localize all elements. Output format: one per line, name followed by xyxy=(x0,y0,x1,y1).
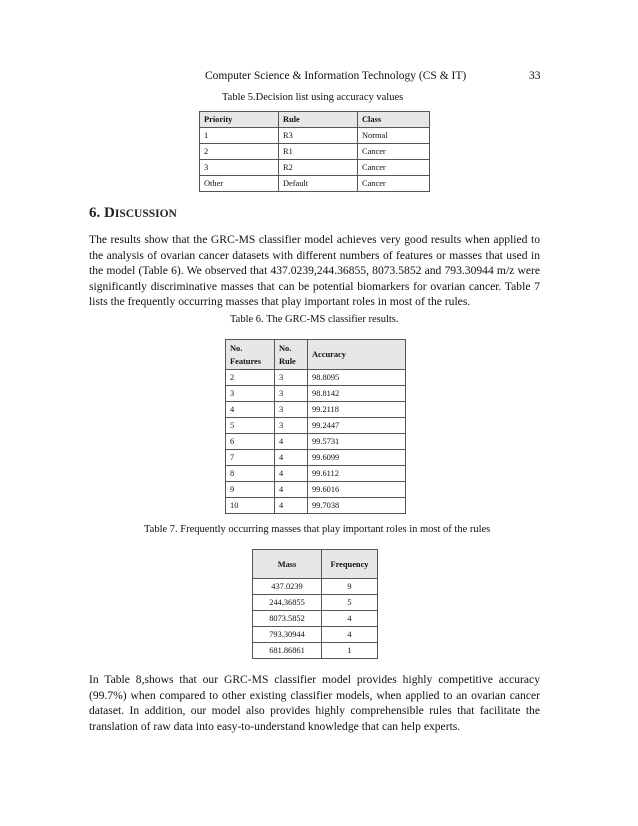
table7-cell: 5 xyxy=(322,595,378,611)
table5-cell: 3 xyxy=(200,160,279,176)
table7-cell: 681.86861 xyxy=(253,643,322,659)
table5-cell: Default xyxy=(279,176,358,192)
table7-cell: 8073.5852 xyxy=(253,611,322,627)
table5-cell: Cancer xyxy=(358,160,430,176)
table6-cell: 99.5731 xyxy=(308,434,406,450)
table7-caption: Table 7. Frequently occurring masses that play important roles in most of the rules xyxy=(144,524,491,535)
table6-header-rule-line2: Rule xyxy=(279,356,296,366)
table-row xyxy=(226,418,406,434)
table-row xyxy=(200,176,430,192)
table6-header-accuracy: Accuracy xyxy=(308,340,406,370)
table6 xyxy=(225,339,406,514)
table6-cell: 9 xyxy=(226,482,275,498)
table6-caption: Table 6. The GRC-MS classifier results. xyxy=(230,314,399,325)
table6-cell: 3 xyxy=(275,386,308,402)
table-row xyxy=(253,627,378,643)
section-heading-number: 6. D xyxy=(89,205,115,221)
table-row xyxy=(253,579,378,595)
table6-cell: 98.8142 xyxy=(308,386,406,402)
table7-cell: 1 xyxy=(322,643,378,659)
table6-cell: 4 xyxy=(275,466,308,482)
table6-cell: 4 xyxy=(275,450,308,466)
table6-cell: 99.6112 xyxy=(308,466,406,482)
page-number: 33 xyxy=(529,70,541,82)
section-heading-title: ISCUSSION xyxy=(114,208,177,220)
table6-cell: 10 xyxy=(226,498,275,514)
table7-cell: 4 xyxy=(322,611,378,627)
table6-header-row xyxy=(226,340,406,370)
table6-cell: 3 xyxy=(226,386,275,402)
table5-cell: R1 xyxy=(279,144,358,160)
table6-cell: 99.2118 xyxy=(308,402,406,418)
table5-cell: Normal xyxy=(358,128,430,144)
running-header-title: Computer Science & Information Technology (CS & IT) xyxy=(205,70,467,82)
table6-cell: 3 xyxy=(275,370,308,386)
table-row xyxy=(200,160,430,176)
table6-cell: 98.8095 xyxy=(308,370,406,386)
section-heading xyxy=(89,205,177,222)
table7-header-frequency: Frequency xyxy=(322,550,378,579)
table-row xyxy=(226,450,406,466)
table5-header-priority: Priority xyxy=(200,112,279,128)
table5 xyxy=(199,111,430,192)
table7-cell: 244.36855 xyxy=(253,595,322,611)
table5-cell: Cancer xyxy=(358,144,430,160)
table-row xyxy=(226,434,406,450)
table6-cell: 4 xyxy=(275,434,308,450)
table7-cell: 793.30944 xyxy=(253,627,322,643)
table6-header-rule xyxy=(275,340,308,370)
table-row xyxy=(226,482,406,498)
table6-cell: 5 xyxy=(226,418,275,434)
table5-header-class: Class xyxy=(358,112,430,128)
table5-cell: Other xyxy=(200,176,279,192)
table-row xyxy=(226,466,406,482)
table6-cell: 99.7038 xyxy=(308,498,406,514)
table5-header-row xyxy=(200,112,430,128)
table6-cell: 4 xyxy=(275,482,308,498)
table6-header-features-line2: Features xyxy=(230,356,262,366)
table5-cell: R3 xyxy=(279,128,358,144)
table5-cell: 2 xyxy=(200,144,279,160)
table-row xyxy=(200,144,430,160)
table5-cell: Cancer xyxy=(358,176,430,192)
table7-header-row xyxy=(253,550,378,579)
body-paragraph-1: The results show that the GRC-MS classifier model achieves very good results when applied to the analysis of ovarian cancer datasets with different numbers of features or masses that used in the model (Table 6). We observed that 437.0239,244.36855, 8073.5852 and 793.30944 m/z were significantly discriminative masses that can be potential biomarkers for ovarian cancer. Table 7 lists the frequently occurring masses that play important roles in most of the rules. xyxy=(89,233,540,309)
table6-cell: 7 xyxy=(226,450,275,466)
table6-cell: 3 xyxy=(275,402,308,418)
table6-cell: 4 xyxy=(226,402,275,418)
table6-cell: 2 xyxy=(226,370,275,386)
table6-cell: 99.6099 xyxy=(308,450,406,466)
table-row xyxy=(253,595,378,611)
table7-cell: 437.0239 xyxy=(253,579,322,595)
table5-header-rule: Rule xyxy=(279,112,358,128)
table6-cell: 99.2447 xyxy=(308,418,406,434)
table6-header-features xyxy=(226,340,275,370)
body-paragraph-2: In Table 8,shows that our GRC-MS classifier model provides highly competitive accuracy (99.7%) when compared to other existing classifier models, when applied to an ovarian cancer dataset. In addition, our model also provides highly comprehensible rules that facilitate the translation of raw data into easy-to-understand knowledge that can help experts. xyxy=(89,673,540,733)
table6-header-rule-line1: No. xyxy=(279,343,292,353)
table7-cell: 9 xyxy=(322,579,378,595)
table5-cell: R2 xyxy=(279,160,358,176)
table-row xyxy=(226,386,406,402)
table-row xyxy=(253,643,378,659)
table-row xyxy=(200,128,430,144)
table7-header-mass: Mass xyxy=(253,550,322,579)
table6-cell: 6 xyxy=(226,434,275,450)
table6-cell: 3 xyxy=(275,418,308,434)
table6-cell: 8 xyxy=(226,466,275,482)
table-row xyxy=(226,370,406,386)
table6-cell: 99.6016 xyxy=(308,482,406,498)
table5-cell: 1 xyxy=(200,128,279,144)
table-row xyxy=(253,611,378,627)
table5-caption: Table 5.Decision list using accuracy values xyxy=(222,92,404,103)
table6-cell: 4 xyxy=(275,498,308,514)
table-row xyxy=(226,402,406,418)
table7 xyxy=(252,549,378,659)
table6-header-features-line1: No. xyxy=(230,343,243,353)
table-row xyxy=(226,498,406,514)
table7-cell: 4 xyxy=(322,627,378,643)
